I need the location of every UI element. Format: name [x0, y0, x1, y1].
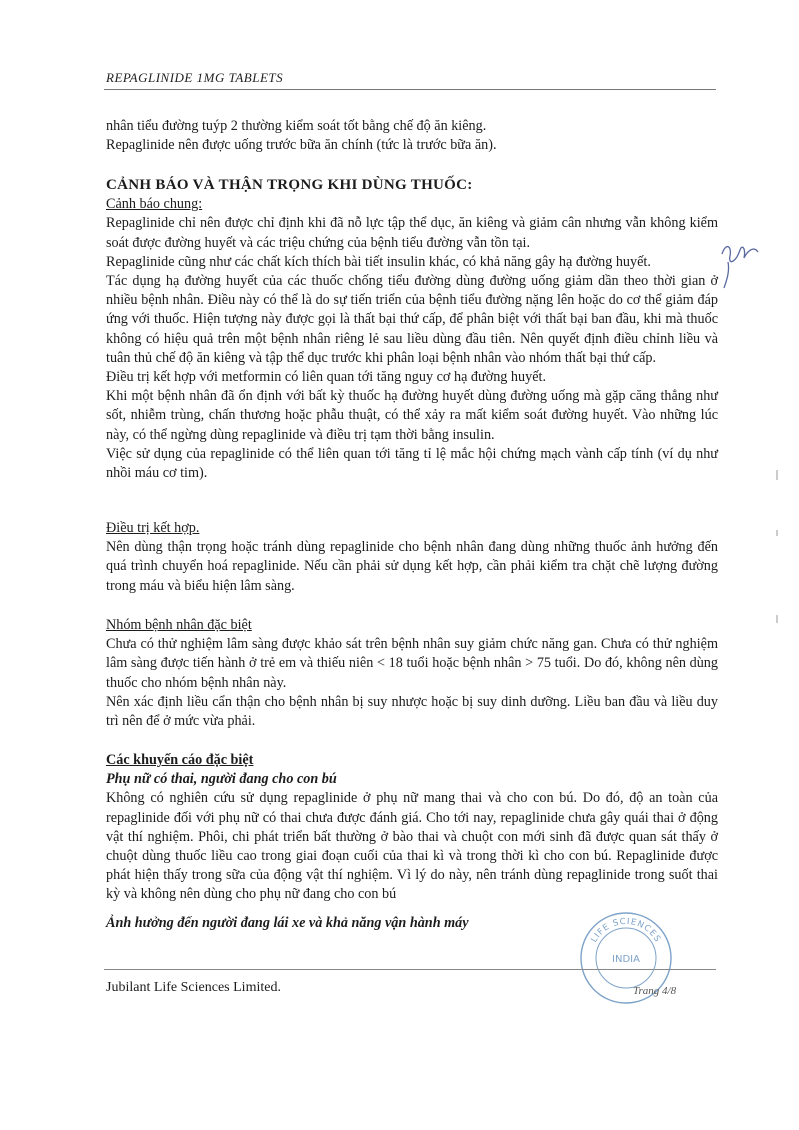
warning-paragraph: Tác dụng hạ đường huyết của các thuốc chống tiểu đường dùng đường uống giảm dần theo thời gian ở nhiều bệnh nhân. Điều này có thể là do sự tiến triển của bệnh tiểu đường nặng lên hoặc do cơ thể giảm đáp ứng với thuốc. Hiện tượng này được gọi là thất bại thứ cấp, để phân biệt với thất bại ban đầu, khi mà thuốc không có hiệu quả trên một bệnh nhân riêng lẻ sau liều dùng đầu tiên. Nên quyết định điều chỉnh liều và tuân thủ chế độ ăn kiêng và tập thể dục trước khi phân loại bệnh nhân vào nhóm thất bại thứ cấp. [106, 273, 718, 366]
warning-paragraph: Khi một bệnh nhân đã ổn định với bất kỳ thuốc hạ đường huyết dùng đường uống mà gặp căng thẳng như sốt, nhiễm trùng, chấn thương hoặc phẫu thuật, có thể xảy ra mất kiểm soát đường huyết. Vào những lúc này, có thể ngừng dùng repaglinide và điều trị tạm thời bằng insulin. [106, 388, 718, 443]
footer-company-name: Jubilant Life Sciences Limited. [106, 980, 281, 995]
document-header-title: REPAGLINIDE 1MG TABLETS [106, 70, 284, 85]
warnings-section [106, 176, 718, 483]
special-recommendations-title: Các khuyến cáo đặc biệt [106, 752, 254, 768]
special-groups-section [106, 616, 718, 731]
page-number: Trang 4/8 [633, 985, 677, 997]
scan-edge-marks [772, 470, 782, 630]
general-warning-title: Cảnh báo chung: [106, 196, 203, 213]
warning-paragraph: Repaglinide cũng như các chất kích thích bài tiết insulin khác, có khả năng gây hạ đường huyết. [106, 253, 651, 270]
driving-title: Ảnh hưởng đến người đang lái xe và khả năng vận hành máy [106, 914, 469, 931]
header-divider [104, 89, 716, 90]
special-groups-paragraph: Nên xác định liều cẩn thận cho bệnh nhân bị suy nhược hoặc bị suy dinh dưỡng. Liều ban đầu và liều duy trì nên để ở mức vừa phải. [106, 693, 718, 730]
warning-paragraph: Repaglinide chỉ nên được chỉ định khi đã nỗ lực tập thể dục, ăn kiêng và giảm cân nhưng vẫn không kiểm soát được đường huyết và các triệu chứng của bệnh tiểu đường vẫn tồn tại. [106, 215, 718, 251]
footer-divider [104, 969, 716, 970]
pregnancy-text: Không có nghiên cứu sử dụng repaglinide ở phụ nữ mang thai và cho con bú. Do đó, độ an toàn của repaglinide đối với phụ nữ có thai chưa được đánh giá. Cho tới nay, repaglinide chưa gây quái thai ở động vật thí nghiệm. Phôi, chi phát triển bất thường ở bào thai và chuột con mới sinh đã được quan sát thấy ở chuột dùng thuốc liều cao trong giai đoạn cuối của thai kì và trong thời kì cho con bú. Repaglinide được phát hiện thấy trong sữa của động vật thí nghiệm. Vì lý do này, nên tránh dùng repaglinide trong suốt thai kỳ và không nên dùng cho phụ nữ đang cho con bú [106, 790, 718, 903]
stamp-top-text: LIFE SCIENCES [589, 916, 663, 945]
warnings-heading: CẢNH BÁO VÀ THẬN TRỌNG KHI DÙNG THUỐC: [106, 177, 473, 193]
intro-line-1: nhân tiểu đường tuýp 2 thường kiểm soát tốt bằng chế độ ăn kiêng. [106, 118, 487, 134]
combination-text: Nên dùng thận trọng hoặc tránh dùng repaglinide cho bệnh nhân đang dùng những thuốc ảnh hưởng đến quá trình chuyển hoá repaglinide. Nếu cần phải sử dụng kết hợp, cần phải kiểm tra chặt chẽ lượng đường trong máu và biểu hiện lâm sàng. [106, 539, 718, 594]
special-groups-paragraph: Chưa có thử nghiệm lâm sàng được khảo sát trên bệnh nhân suy giảm chức năng gan. Chưa có thử nghiệm lâm sàng được tiến hành ở trẻ em và thiếu niên < 18 tuổi hoặc bệnh nhân > 75 tuổi. Do đó, không nên dùng thuốc cho nhóm bệnh nhân này. [106, 636, 718, 691]
pregnancy-title: Phụ nữ có thai, người đang cho con bú [106, 771, 337, 788]
combination-title: Điều trị kết hợp. [106, 520, 200, 536]
warning-paragraph: Điều trị kết hợp với metformin có liên quan tới tăng nguy cơ hạ đường huyết. [106, 369, 546, 386]
stamp-center-text: INDIA [612, 954, 640, 965]
combination-section [106, 519, 718, 596]
warning-paragraph: Việc sử dụng của repaglinide có thể liên quan tới tăng tỉ lệ mắc hội chứng mạch vành cấp tính (ví dụ như nhồi máu cơ tim). [106, 445, 718, 482]
special-recommendations-section [106, 751, 718, 933]
intro-line-2: Repaglinide nên được uống trước bữa ăn chính (tức là trước bữa ăn). [106, 137, 497, 154]
special-groups-title: Nhóm bệnh nhân đặc biệt [106, 617, 252, 633]
intro-section [106, 117, 718, 155]
handwritten-signature [718, 232, 762, 292]
